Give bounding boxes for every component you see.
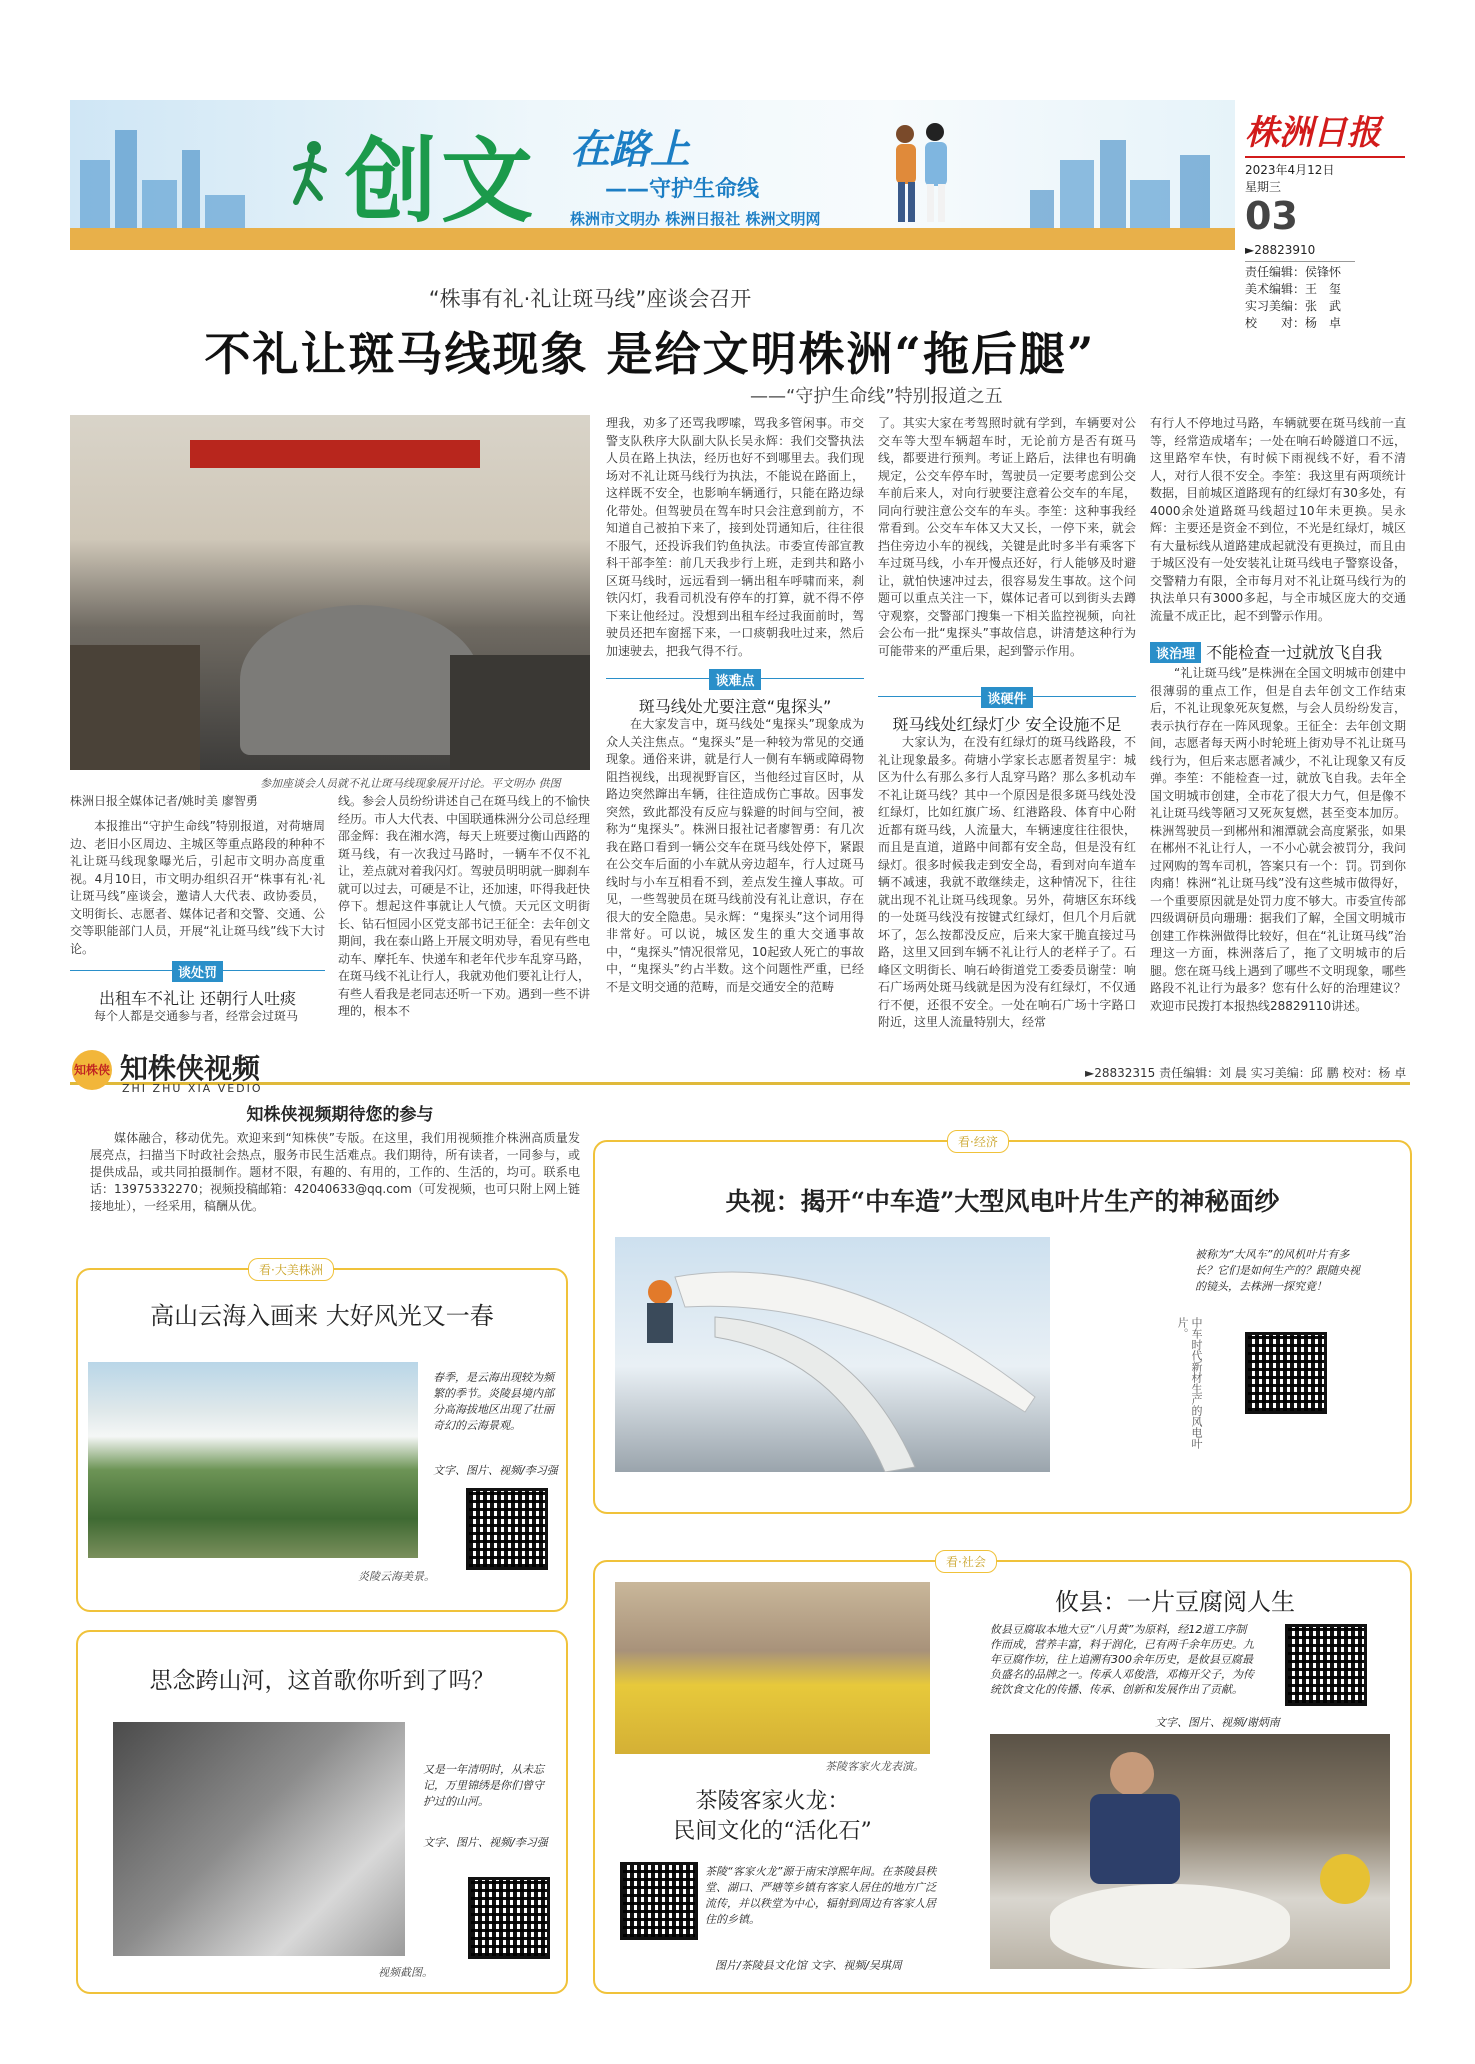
section-2-title: 斑马线处尤要注意“鬼探头”	[638, 697, 832, 716]
story-cloud-sea	[76, 1263, 568, 1612]
section-2-label: 谈难点	[709, 669, 760, 690]
story-wind-blade-side-caption: 中车时代新材生产的风电叶片。	[1176, 1317, 1203, 1449]
banner-subtitle: ——守护生命线	[605, 177, 760, 202]
story-tofu-category: 看·社会	[935, 1550, 997, 1573]
masthead	[1245, 105, 1445, 332]
article-col1: 本报推出“守护生命线”特别报道，对荷塘周边、老旧小区周边、主城区等重点路段的种种不礼让斑马线现象曝光后，引起市文明办高度重视。4月10日，市文明办组织召开“株事有礼·礼让斑马线”座谈会，邀请人大代表、政协委员，文明街长、志愿者、媒体记者和交警、交通、公交等职能部门人员，开展“礼让斑马线”线下大讨论。	[70, 819, 325, 956]
story-fire-dragon-credit: 图片/茶陵县文化馆 文字、视频/吴琪周	[715, 1959, 902, 1972]
story-tofu-photo	[990, 1734, 1390, 1969]
invite-text: 媒体融合，移动优先。欢迎来到“知株侠”专版。在这里，我们用视频推介株洲高质量发展亮点，扫描当下时政社会热点，服务市民生活难点。我们期待，所有读者，一同参与，或提供成品，或共同拍摄制作。题材不限，有趣的、有用的，工作的、生活的，均可。联系电话：13975332270；视频投稿邮箱：42040633@qq.com（可发视频，也可只附上网上链接地址），一经采用，稿酬从优。	[90, 1131, 580, 1213]
news-hotline: ►28823910	[1245, 243, 1316, 257]
video-section-divider	[70, 1082, 1410, 1085]
story-cloud-sea-title: 高山云海入画来 大好风光又一春	[150, 1302, 494, 1330]
runner-figure	[290, 140, 330, 210]
section-4-label: 谈治理	[1150, 642, 1201, 663]
article-col4b: 大家认为，在没有红绿灯的斑马线路段，不礼让现象最多。荷塘小学家长志愿者贺星宇：城区为什么有那么多行人乱穿马路？那么多机动车不礼让斑马线？其中一个原因是很多斑马线处没红绿灯，比如红旗广场、红港路段、体育中心附近都有斑马线，人流量大，车辆速度往往很快，而且是直道，道路中间都有安全岛，但是没有红绿灯。很多时候我走到安全岛，看到对向车道车辆不减速，我就不敢继续走，这种情况下，往往就出现不礼让斑马线现象。另外，荷塘区东环线的一处斑马线没有按键式红绿灯，但几个月后就坏了，怎么按都没反应，后来大家干脆直接过马路，这里又回到车辆不礼让行人的老样子了。石峰区文明街长、响石岭街道党工委委员谢莹：响石广场两处斑马线就是因为没有红绿灯，不仅通行不便，还很不安全。一处在响石广场十字路口附近，这里人流量特别大，经常	[878, 735, 1136, 1029]
article-col3b: 在大家发言中，斑马线处“鬼探头”现象成为众人关注焦点。“鬼探头”是一种较为常见的交通现象。通俗来讲，就是行人一侧有车辆或障碍物阻挡视线，出现视野盲区，当他经过盲区时，从路边突然蹿出车辆，往往造成伤亡事故。因事发突然，致此都没有反应与躲避的时间与空间，被称为“鬼探头”。株洲日报社记者廖智勇：有几次我在路口看到一辆公交车在斑马线处停下，紧跟在公交车后面的小车就从旁边超车，行人过斑马线时与小车互相看不到，差点发生撞人事故。可见，一些驾驶员在斑马线前没有礼让意识，存在很大的安全隐患。吴永辉：“鬼探头”这个词用得非常好。可以说，城区发生的重大交通事故中，“鬼探头”情况很常见，10起致人死亡的事故中，“鬼探头”约占半数。这个问题性严重，已经不是文明交通的范畴，而是交通安全的范畴	[606, 717, 864, 994]
zhizhuxia-logo	[72, 1050, 112, 1090]
story-cloud-sea-category: 看·大美株洲	[248, 1258, 334, 1281]
article-col3a: 理我，劝多了还骂我啰嗦，骂我多管闲事。市交警支队秩序大队副大队长吴永辉：我们交警执法人员在路上执法，经历也好不到哪里去。我们现场对不礼让斑马线行为执法，不能说在路面上，这样既不安全，也影响车辆通行，只能在路边绿化带处。但驾驶员在驾车时只会注意到前方，不知道自己被拍下来了，接到处罚通知后，往往很不服气，还投诉我们钓鱼执法。市委宣传部宣教科干部李笙：前几天我步行上班，走到共和路小区斑马线时，远远看到一辆出租车呼啸而来，刹铁闪灯，我看司机没有停车的打算，就不得不停下来让他经过。没想到出租车经过我面前时，驾驶员还把车窗摇下来，一口痰朝我吐过来，然后加速驶去，把我气得不行。	[606, 416, 864, 658]
section-4-head	[1150, 640, 1406, 663]
section-1-title: 出租车不礼让 还朝行人吐痰	[98, 989, 297, 1008]
story-song	[76, 1630, 568, 1994]
story-song-desc: 又是一年清明时，从未忘记，万里锦绣是你们曾守护过的山河。	[423, 1763, 544, 1808]
section-1-head	[70, 960, 325, 1009]
story-wind-blade	[593, 1135, 1412, 1514]
photo-caption: 参加座谈会人员就不礼让斑马线现象展开讨论。平文明办 供图	[260, 777, 561, 790]
qr-code-song[interactable]	[468, 1877, 550, 1959]
story-wind-blade-desc: 被称为“大风车”的风机叶片有多长？它们是如何生产的？跟随央视的镜头，去株洲一探究竟！	[1195, 1248, 1360, 1293]
video-section-title: 知株侠视频	[120, 1052, 261, 1085]
story-fire-dragon-caption: 茶陵客家火龙表演。	[825, 1760, 924, 1773]
story-song-credit: 文字、图片、视频/李习强	[423, 1836, 548, 1849]
qr-code-wind-blade[interactable]	[1245, 1332, 1327, 1414]
article-series: ——“守护生命线”特别报道之五	[750, 386, 1003, 407]
article-col5a: 有行人不停地过马路，车辆就要在斑马线前一直等，经常造成堵车；一处在响石岭隧道口不远，这里路窄车快，有时候下雨视线不好，看不清人，对行人很不安全。李笙：我这里有两项统计数据，目前城区道路现有的红绿灯有30多处，有4000余处道路斑马线超过10年未更换。吴永辉：主要还是资金不到位，不光是红绿灯，城区有大量标线从道路建成起就没有更换过，而且由于城区没有一处安装礼让斑马线电子警察设备，交警精力有限，全市每月对不礼让斑马线行为的执法单只有3000多起，与全市城区庞大的交通流量不成正比，起不到警示作用。	[1150, 416, 1406, 623]
story-wind-blade-category: 看·经济	[947, 1130, 1009, 1153]
couple-figure	[870, 120, 970, 230]
article-byline: 株洲日报全媒体记者/姚时美 廖智勇	[70, 794, 258, 808]
story-song-title: 思念跨山河，这首歌你听到了吗？	[149, 1668, 495, 1694]
section-2-head	[606, 668, 864, 717]
story-song-caption: 视频截图。	[378, 1966, 433, 1979]
story-fire-dragon-photo	[615, 1582, 930, 1754]
story-tofu-credit: 文字、图片、视频/谢炳南	[1155, 1716, 1280, 1729]
issue-date: 2023年4月12日	[1245, 163, 1335, 177]
story-song-photo	[113, 1722, 405, 1956]
zhizhuxia-logo-text: 知株侠	[73, 1063, 110, 1077]
banner-slogan: 在路上	[570, 126, 690, 173]
story-cloud-sea-credit: 文字、图片、视频/李习强	[433, 1464, 558, 1477]
section-1-label: 谈处罚	[172, 961, 223, 982]
qr-code-tofu[interactable]	[1285, 1624, 1367, 1706]
section-4-title: 不能检查一过就放飞自我	[1206, 643, 1383, 662]
story-wind-blade-title: 央视：揭开“中车造”大型风电叶片生产的神秘面纱	[725, 1187, 1280, 1216]
qr-code-cloud-sea[interactable]	[466, 1488, 548, 1570]
section-3-head	[878, 686, 1136, 735]
article-headline: 不礼让斑马线现象 是给文明株洲“拖后腿”	[204, 327, 1096, 381]
story-cloud-sea-caption: 炎陵云海美景。	[358, 1570, 435, 1583]
video-section-pinyin: ZHI ZHU XIA VEDIO	[122, 1082, 263, 1095]
qr-code-fire-dragon[interactable]	[620, 1862, 698, 1940]
section-3-title: 斑马线处红绿灯少 安全设施不足	[892, 715, 1122, 734]
article-col2: 线。参会人员纷纷讲述自己在斑马线上的不愉快经历。市人大代表、中国联通株洲分公司总经理邵金辉：我在湘水湾，每天上班要过衡山西路的斑马线，有一次我过马路时，一辆车不仅不礼让，差点就对着我闪灯。驾驶员明明就一脚刹车就可以过去，可硬是不让，还加速，吓得我赶快停下。想起这件事就让人气愤。天元区文明街长、钻石恒园小区党支部书记王征全：去年创文期间，我在泰山路上开展文明劝导，看见有些电动车、摩托车、快递车和老年代步车乱穿马路，在斑马线不礼让行人，我就劝他们要礼让行人，有些人看我是老同志还听一下劝。遇到一些不讲理的，根本不	[338, 794, 590, 1018]
staff-2: 美术编辑：王 玺	[1245, 282, 1342, 296]
story-combined-panel	[593, 1555, 1412, 1994]
section-3-label: 谈硬件	[981, 687, 1032, 708]
header-banner	[70, 100, 1235, 250]
staff-1: 责任编辑：侯锋怀	[1245, 265, 1342, 279]
staff-4: 校 对：杨 卓	[1245, 316, 1342, 330]
story-fire-dragon-title-1: 茶陵客家火龙：	[695, 1789, 850, 1814]
article-kicker: “株事有礼·礼让斑马线”座谈会召开	[428, 287, 752, 311]
story-tofu-desc: 攸县豆腐取本地大豆“八月黄”为原料，经12道工序制作而成，营养丰富，料于润化，已有两千余年历史。九年豆腐作坊，往上追溯有300余年历史，是攸县豆腐最负盛名的品牌之一。传承人邓俊浩，邓梅开父子，为传统饮食文化的传播、传承、创新和发展作出了贡献。	[990, 1623, 1254, 1696]
story-fire-dragon-desc: 茶陵“客家火龙”源于南宋淳熙年间。在茶陵县秩堂、湖口、严塘等乡镇有客家人居住的地方广泛流传，并以秩堂为中心，辐射到周边有客家人居住的乡镇。	[705, 1865, 937, 1926]
invite-title: 知株侠视频期待您的参与	[246, 1105, 434, 1125]
story-fire-dragon-title-2: 民间文化的“活化石”	[673, 1819, 872, 1844]
issue-weekday: 星期三	[1245, 180, 1282, 194]
story-cloud-sea-desc-block: 春季，是云海出现较为频繁的季节。炎陵县境内部分高海拔地区出现了壮丽奇幻的云海景观。	[433, 1371, 554, 1432]
article-col5b: “礼让斑马线”是株洲在全国文明城市创建中很薄弱的重点工作，但是自去年创文工作结束后，不礼让现象死灰复燃，与会人员纷纷发言，表示执行存在一阵风现象。王征全：去年创文期间，志愿者每天两小时轮班上街劝导不礼让斑马线行为，但后来志愿者减少，不礼让现象又有反弹。李笙：不能检查一过，就放飞自我。去年全国文明城市创建，全市花了很大力气，但是像不礼让斑马线等陋习又死灰复燃，甚至变本加厉。株洲驾驶员一到郴州和湘潭就会高度紧张，如果在郴州不礼让行人，一不小心就会被罚分，我问过网购的驾车司机，答案只有一个：罚。罚到你肉痛！株洲“礼让斑马线”没有这些城市做得好，一个重要原因就是处罚力度不够大。市委宣传部四级调研员向珊珊：据我们了解，全国文明城市创建工作株洲做得比较好，但在“礼让斑马线”治理这一方面，株洲落后了，拖了文明城市的后腿。您在斑马线上遇到了哪些不文明现象，哪些路段不礼让行为最多？您有什么好的治理建议？欢迎市民拨打本报热线28829110讲述。	[1150, 666, 1406, 1013]
article-col1b: 每个人都是交通参与者，经常会过斑马	[94, 1009, 299, 1023]
staff-3: 实习美编：张 武	[1245, 299, 1342, 313]
page-number: 03	[1245, 194, 1298, 238]
paper-name: 株洲日报	[1245, 113, 1381, 153]
banner-big-chars: 创文	[345, 127, 538, 235]
banner-organizers: 株洲市文明办 株洲日报社 株洲文明网	[570, 210, 821, 228]
story-tofu-title: 攸县：一片豆腐阅人生	[1055, 1588, 1295, 1616]
story-wind-blade-photo	[615, 1237, 1050, 1472]
video-footer-info: ►28832315 责任编辑：刘 晨 实习美编：邱 鹏 校对：杨 卓	[1085, 1066, 1407, 1080]
article-col4a: 了。其实大家在考驾照时就有学到，车辆要对公交车等大型车辆超车时，无论前方是否有斑马线，都要进行预判。考证上路后，法律也有明确规定，公交车停车时，驾驶员一定要考虑到公交车前后来人，对向行驶要注意着公交车的车尾，同向行驶注意公交车的车头。李笙：这种事我经常看到。公交车车体又大又长，一停下来，就会挡住旁边小车的视线，关键是此时多半有乘客下车过斑马线，小车开慢点还好，行人能够及时避让，就怕快速冲过去，很容易发生事故。这个问题可以重点关注一下，媒体记者可以到街头去蹲守观察，交警部门搜集一下相关监控视频，向社会公布一批“鬼探头”事故信息，讲清楚这种行为可能带来的严重后果，起到警示作用。	[878, 416, 1136, 658]
meeting-photo	[70, 415, 590, 770]
story-cloud-sea-photo	[88, 1362, 418, 1558]
